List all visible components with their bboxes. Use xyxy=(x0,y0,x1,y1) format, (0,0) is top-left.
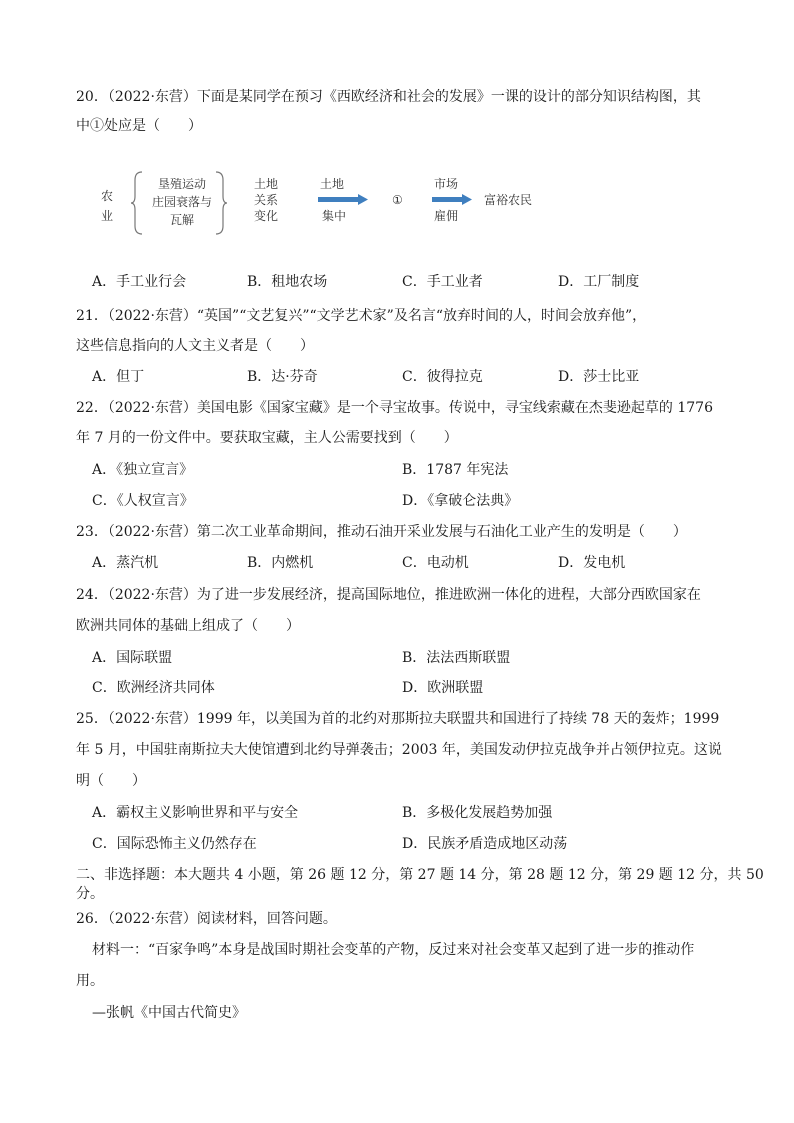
q21-option-a[interactable]: A．但丁 xyxy=(92,369,145,385)
diagram-land-top: 土地 xyxy=(320,177,345,191)
diagram-market-top: 市场 xyxy=(434,177,459,191)
diagram-land-bottom: 集中 xyxy=(322,209,347,223)
q22-stem-line2: 年 7 月的一份文件中。要获取宝藏，主人公需要找到（ ） xyxy=(76,430,458,446)
q22-option-d[interactable]: D．《拿破仑法典》 xyxy=(402,493,519,509)
diagram-agri-2: 业 xyxy=(101,209,114,223)
q25-option-b[interactable]: B．多极化发展趋势加强 xyxy=(402,805,553,821)
q23-option-b[interactable]: B．内燃机 xyxy=(247,555,314,571)
q25-option-c[interactable]: C．国际恐怖主义仍然存在 xyxy=(92,836,257,852)
q20-option-d[interactable]: D．工厂制度 xyxy=(558,274,640,290)
q24-option-d[interactable]: D．欧洲联盟 xyxy=(402,680,484,696)
q22-option-a[interactable]: A．《独立宣言》 xyxy=(92,462,194,478)
q21-option-c[interactable]: C．彼得拉克 xyxy=(402,369,483,385)
diagram-marker: ① xyxy=(392,193,403,207)
q22-option-b[interactable]: B．1787 年宪法 xyxy=(402,462,509,478)
section2-heading-line2: 分。 xyxy=(76,886,104,902)
q21-stem-line1: 21．（2022·东营）“英国”“文艺复兴”“文学艺术家”及名言“放弃时间的人，时间会放弃他”， xyxy=(76,308,647,324)
q26-material-1-line2: 用。 xyxy=(76,973,104,989)
q23-option-a[interactable]: A．蒸汽机 xyxy=(92,555,159,571)
q20-stem-line2: 中①处应是（ ） xyxy=(76,118,202,134)
q21-option-d[interactable]: D．莎士比亚 xyxy=(558,369,640,385)
q24-option-c[interactable]: C．欧洲经济共同体 xyxy=(92,680,215,696)
q24-option-a[interactable]: A．国际联盟 xyxy=(92,650,173,666)
q23-stem: 23．（2022·东营）第二次工业革命期间，推动石油开采业发展与石油化工业产生的发明是（ ） xyxy=(76,524,687,540)
diagram-agri-1: 农 xyxy=(101,189,114,203)
q25-option-a[interactable]: A．霸权主义影响世界和平与安全 xyxy=(92,805,299,821)
diagram-brace-text-2: 庄园衰落与 xyxy=(152,195,213,209)
q20-option-a[interactable]: A．手工业行会 xyxy=(92,274,187,290)
q24-stem-line1: 24．（2022·东营）为了进一步发展经济，提高国际地位，推进欧洲一体化的进程，大部分西欧国家在 xyxy=(76,587,701,603)
q25-stem-line1: 25．（2022·东营）1999 年，以美国为首的北约对那斯拉夫联盟共和国进行了持续 78 天的轰炸；1999 xyxy=(76,711,720,727)
q20-stem-line1: 20．（2022·东营）下面是某同学在预习《西欧经济和社会的发展》一课的设计的部分知识结构图，其 xyxy=(76,89,701,105)
q20-knowledge-diagram xyxy=(96,170,556,240)
q20-option-b[interactable]: B．租地农场 xyxy=(247,274,328,290)
diagram-market-bottom: 雇佣 xyxy=(434,209,459,223)
diagram-rich-farmers: 富裕农民 xyxy=(484,193,533,207)
q21-stem-line2: 这些信息指向的人文主义者是（ ） xyxy=(76,338,314,354)
diagram-brace-text-3: 瓦解 xyxy=(170,213,195,227)
q25-stem-line3: 明（ ） xyxy=(76,773,146,789)
q24-stem-line2: 欧洲共同体的基础上组成了（ ） xyxy=(76,618,300,634)
q26-material-1-line1: 材料一：“百家争鸣”本身是战国时期社会变革的产物，反过来对社会变革又起到了进一步的推动作 xyxy=(92,942,695,958)
q24-option-b[interactable]: B．法法西斯联盟 xyxy=(402,650,511,666)
q25-option-d[interactable]: D．民族矛盾造成地区动荡 xyxy=(402,836,568,852)
diagram-change-2: 关系 xyxy=(254,193,279,207)
left-brace xyxy=(130,170,144,236)
q26-material-source: —张帆《中国古代简史》 xyxy=(92,1005,246,1021)
q25-stem-line2: 年 5 月，中国驻南斯拉夫大使馆遭到北约导弹袭击；2003 年，美国发动伊拉克战争并占领伊拉克。这说 xyxy=(76,742,722,758)
q21-option-b[interactable]: B．达·芬奇 xyxy=(247,369,318,385)
q22-option-c[interactable]: C．《人权宣言》 xyxy=(92,493,194,509)
right-brace xyxy=(214,170,228,236)
diagram-change-1: 土地 xyxy=(254,177,279,191)
q26-stem: 26．（2022·东营）阅读材料，回答问题。 xyxy=(76,911,337,927)
q23-option-c[interactable]: C．电动机 xyxy=(402,555,469,571)
diagram-change-3: 变化 xyxy=(254,209,279,223)
q22-stem-line1: 22．（2022·东营）美国电影《国家宝藏》是一个寻宝故事。传说中，寻宝线索藏在杰斐逊起草的 1776 xyxy=(76,400,713,416)
diagram-brace-text-1: 垦殖运动 xyxy=(158,177,207,191)
q20-option-c[interactable]: C．手工业者 xyxy=(402,274,483,290)
section2-heading-line1: 二、非选择题：本大题共 4 小题，第 26 题 12 分，第 27 题 14 分，第 28 题 12 分，第 29 题 12 分，共 50 xyxy=(76,867,764,883)
arrow-1-icon xyxy=(318,194,368,206)
arrow-2-icon xyxy=(432,194,472,206)
q23-option-d[interactable]: D．发电机 xyxy=(558,555,626,571)
